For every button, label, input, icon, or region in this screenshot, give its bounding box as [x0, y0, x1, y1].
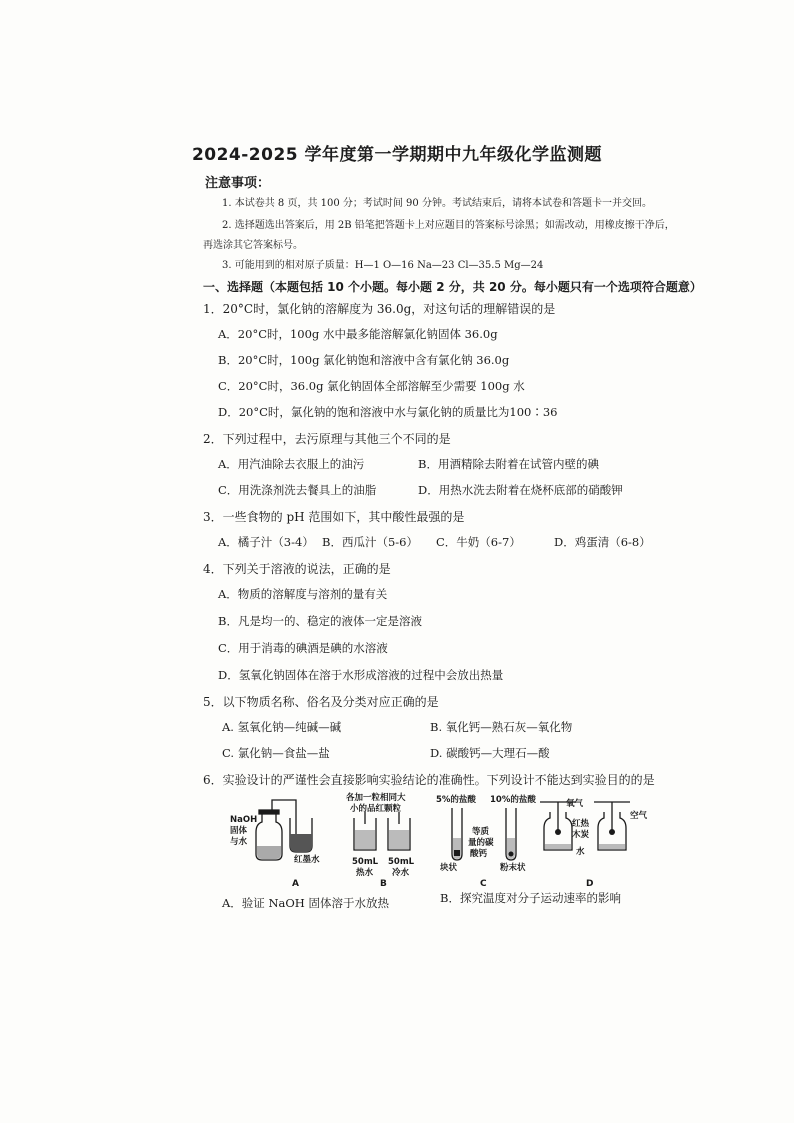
question-6-option-b: B．探究温度对分子运动速率的影响: [440, 891, 621, 905]
fig-a-label-water: 与水: [230, 837, 248, 847]
notice-item-2: 2. 选择题选出答案后，用 2B 铅笔把答题卡上对应题目的答案标号涂黑；如需改动，用橡皮擦干净后，: [222, 220, 675, 231]
fig-b-caption: B: [380, 879, 387, 889]
question-1-stem: 1．20°C时，氯化钠的溶解度为 36.0g，对这句话的理解错误的是: [203, 302, 556, 316]
question-6-stem: 6．实验设计的严谨性会直接影响实验结论的准确性。下列设计不能达到实验目的的是: [203, 773, 655, 787]
fig-d-label-oxygen: 氧气: [566, 799, 584, 809]
question-3-option-c: C．牛奶（6-7）: [436, 535, 521, 549]
notice-heading: 注意事项：: [205, 176, 271, 191]
fig-c-caption: C: [480, 879, 487, 889]
question-3-stem: 3．一些食物的 pH 范围如下，其中酸性最强的是: [203, 510, 465, 524]
fig-a-caption: A: [292, 879, 299, 889]
fig-c-label-powder: 粉末状: [500, 863, 526, 873]
fig-c-label-block: 块状: [440, 863, 458, 873]
question-4-option-a: A．物质的溶解度与溶剂的量有关: [218, 587, 388, 601]
question-2-option-d: D．用热水洗去附着在烧杯底部的硝酸钾: [418, 483, 623, 497]
fig-b-label-cold-water: 冷水: [392, 868, 410, 878]
question-4-option-d: D．氢氧化钠固体在溶于水形成溶液的过程中会放出热量: [218, 668, 504, 682]
question-2-stem: 2．下列过程中，去污原理与其他三个不同的是: [203, 432, 451, 446]
question-5-option-c: C. 氯化钠—食盐—盐: [222, 746, 330, 760]
question-4-stem: 4．下列关于溶液的说法，正确的是: [203, 562, 391, 576]
apparatus-a: [256, 800, 312, 860]
fig-c-label-equal-1: 等质: [472, 827, 490, 837]
fig-b-label-top-2: 小的品红颗粒: [350, 804, 402, 814]
question-3-option-d: D．鸡蛋清（6-8）: [554, 535, 651, 549]
fig-d-label-water: 水: [576, 847, 585, 857]
question-2-option-b: B．用酒精除去附着在试管内壁的碘: [418, 457, 599, 471]
apparatus-b: [354, 812, 410, 850]
fig-a-label-solid: 固体: [230, 826, 248, 836]
fig-d-label-air: 空气: [630, 811, 648, 821]
experiment-figure: [200, 788, 660, 890]
notice-item-1: 1. 本试卷共 8 页，共 100 分；考试时间 90 分钟。考试结束后，请将本试卷和答题卡一并交回。: [222, 198, 652, 209]
question-4-option-b: B．凡是均一的、稳定的液体一定是溶液: [218, 614, 422, 628]
notice-item-3: 3. 可能用到的相对原子质量：H—1 O—16 Na—23 Cl—35.5 Mg—24: [222, 260, 544, 271]
fig-d-caption: D: [586, 879, 594, 889]
question-4-option-c: C．用于消毒的碘酒是碘的水溶液: [218, 641, 388, 655]
fig-c-label-equal-2: 量的碳: [468, 838, 494, 848]
question-3-option-a: A．橘子汁（3-4）: [218, 535, 314, 549]
question-1-option-b: B．20°C时，100g 氯化钠饱和溶液中含有氯化钠 36.0g: [218, 353, 510, 367]
question-5-option-a: A. 氢氧化钠—纯碱—碱: [222, 720, 342, 734]
fig-d-label-charcoal-2: 木炭: [572, 830, 590, 840]
fig-a-label-red-ink: 红墨水: [294, 855, 320, 865]
question-1-option-c: C．20°C时，36.0g 氯化钠固体全部溶解至少需要 100g 水: [218, 379, 525, 393]
question-2-option-c: C．用洗涤剂洗去餐具上的油脂: [218, 483, 377, 497]
fig-c-label-equal-3: 酸钙: [470, 849, 488, 859]
question-1-option-a: A．20°C时，100g 水中最多能溶解氯化钠固体 36.0g: [218, 327, 498, 341]
section-heading: 一、选择题（本题包括 10 个小题。每小题 2 分，共 20 分。每小题只有一个选项符合题意）: [203, 280, 702, 294]
fig-b-label-top-1: 各加一粒相同大: [346, 793, 406, 803]
fig-c-label-acid-10: 10%的盐酸: [490, 795, 536, 805]
question-6-option-a: A．验证 NaOH 固体溶于水放热: [222, 896, 389, 910]
fig-d-label-charcoal-1: 红热: [572, 819, 590, 829]
question-1-option-d: D．20°C时，氯化钠的饱和溶液中水与氯化钠的质量比为100∶36: [218, 405, 558, 419]
fig-b-label-hot-volume: 50mL: [352, 857, 379, 867]
question-5-option-b: B. 氧化钙—熟石灰—氧化物: [430, 720, 573, 734]
fig-c-label-acid-5: 5%的盐酸: [436, 795, 476, 805]
question-2-option-a: A．用汽油除去衣服上的油污: [218, 457, 365, 471]
question-3-option-b: B．西瓜汁（5-6）: [322, 535, 418, 549]
fig-b-label-cold-volume: 50mL: [388, 857, 415, 867]
question-5-option-d: D. 碳酸钙—大理石—酸: [430, 746, 550, 760]
fig-b-label-hot-water: 热水: [356, 868, 374, 878]
notice-item-2-cont: 再选涂其它答案标号。: [203, 240, 303, 251]
fig-a-label-naoh: NaOH: [230, 815, 258, 825]
exam-title: 2024-2025 学年度第一学期期中九年级化学监测题: [191, 145, 603, 165]
question-5-stem: 5．以下物质名称、俗名及分类对应正确的是: [203, 695, 439, 709]
